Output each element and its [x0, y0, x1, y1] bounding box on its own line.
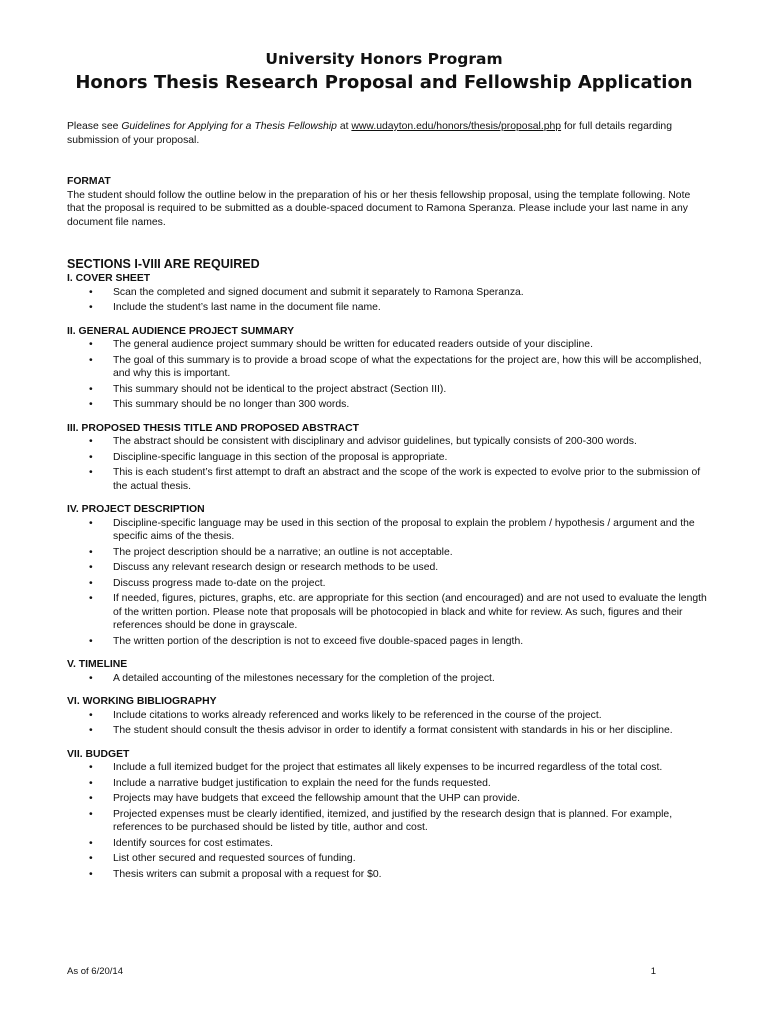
bullet-list — [67, 338, 707, 412]
bullet-icon: • — [89, 793, 93, 804]
bullet-icon: • — [89, 577, 93, 589]
bullet-icon: • — [89, 837, 93, 849]
list-item-text: Projected expenses must be clearly identified, itemized, and justified by the research design that is planned. For example, references to be purchased should be listed by title, author and cost. — [113, 808, 673, 833]
bullet-icon: • — [89, 383, 93, 395]
bullet-list — [67, 709, 707, 738]
bullet-icon: • — [89, 436, 93, 447]
bullet-icon: • — [89, 399, 93, 410]
program-heading: University Honors Program — [265, 50, 503, 68]
list-item — [67, 672, 707, 686]
page-number: 1 — [650, 966, 656, 977]
section-heading: I. COVER SHEET — [67, 273, 151, 284]
bullet-icon: • — [89, 546, 93, 558]
bullet-list — [67, 761, 707, 881]
list-item-text: Scan the completed and signed document and submit it separately to Ramona Speranza. — [113, 286, 524, 298]
list-item-text: Identify sources for cost estimates. — [113, 837, 273, 849]
format-heading: FORMAT — [67, 176, 111, 187]
intro-prefix: Please see — [67, 121, 122, 132]
list-item — [67, 466, 707, 493]
bullet-icon: • — [89, 354, 93, 366]
list-item-text: The abstract should be consistent with disciplinary and advisor guidelines, but typically consists of 200-300 words. — [113, 436, 637, 447]
bullet-icon: • — [89, 868, 93, 880]
list-item — [67, 868, 707, 882]
bullet-icon: • — [89, 672, 93, 684]
list-item — [67, 435, 707, 449]
list-item-text: Include a full itemized budget for the project that estimates all likely expenses to be incurred regardless of the total cost. — [113, 762, 663, 773]
section-block — [67, 748, 707, 882]
guidelines-title: Guidelines for Applying for a Thesis Fellowship — [121, 121, 337, 132]
list-item-text: The project description should be a narrative; an outline is not acceptable. — [113, 546, 453, 558]
bullet-list — [67, 435, 707, 493]
section-heading: VI. WORKING BIBLIOGRAPHY — [67, 696, 217, 707]
list-item — [67, 724, 707, 738]
list-item-text: Discuss progress made to-date on the project. — [113, 577, 326, 589]
list-item — [67, 398, 707, 412]
list-item — [67, 635, 707, 649]
list-item-text: The student should consult the thesis advisor in order to identify a format consistent with standards in his or her discipline. — [113, 725, 673, 736]
list-item-text: This is each student’s first attempt to draft an abstract and the scope of the work is expected to evolve prior to the submission of the actual thesis. — [113, 467, 701, 492]
list-item — [67, 761, 707, 775]
list-item — [67, 808, 707, 835]
bullet-list — [67, 286, 707, 315]
list-item-text: A detailed accounting of the milestones necessary for the completion of the project. — [113, 672, 495, 684]
list-item — [67, 709, 707, 723]
bullet-icon: • — [89, 853, 93, 864]
list-item-text: The goal of this summary is to provide a broad scope of what the expectations for the project are, how this will be accomplished, and why this is important. — [113, 354, 702, 379]
list-item-text: Include the student’s last name in the document file name. — [113, 302, 381, 313]
document-title: Honors Thesis Research Proposal and Fellowship Application — [75, 72, 693, 93]
list-item-text: The written portion of the description is not to exceed five double-spaced pages in length. — [113, 635, 524, 647]
list-item — [67, 383, 707, 397]
list-item — [67, 837, 707, 851]
section-block — [67, 695, 707, 738]
bullet-icon: • — [89, 562, 93, 573]
list-item — [67, 301, 707, 315]
section-block — [67, 658, 707, 685]
bullet-icon: • — [89, 286, 93, 298]
list-item — [67, 592, 707, 633]
list-item-text: Include citations to works already referenced and works likely to be referenced in the course of the project. — [113, 709, 602, 721]
document-body — [67, 120, 707, 891]
list-item — [67, 517, 707, 544]
list-item-text: Projects may have budgets that exceed the fellowship amount that the UHP can provide. — [113, 793, 521, 804]
bullet-icon: • — [89, 709, 93, 721]
bullet-icon: • — [89, 467, 93, 478]
footer-date: As of 6/20/14 — [67, 966, 123, 977]
proposal-link[interactable]: www.udayton.edu/honors/thesis/proposal.php — [351, 121, 562, 132]
intro-paragraph — [67, 120, 707, 147]
bullet-icon: • — [89, 808, 93, 820]
intro-suffix: for full details regarding submission of your proposal. — [67, 121, 672, 146]
list-item — [67, 338, 707, 352]
section-block — [67, 272, 707, 315]
section-heading: V. TIMELINE — [67, 659, 128, 670]
list-item-text: Discuss any relevant research design or research methods to be used. — [113, 562, 439, 573]
section-heading: III. PROPOSED THESIS TITLE AND PROPOSED ABSTRACT — [67, 422, 359, 434]
list-item — [67, 852, 707, 866]
list-item-text: This summary should be no longer than 300 words. — [113, 399, 350, 410]
list-item-text: The general audience project summary should be written for educated readers outside of your discipline. — [113, 339, 593, 350]
section-heading: II. GENERAL AUDIENCE PROJECT SUMMARY — [67, 325, 295, 337]
bullet-icon: • — [89, 777, 93, 789]
list-item — [67, 546, 707, 560]
list-item — [67, 354, 707, 381]
list-item — [67, 777, 707, 791]
bullet-icon: • — [89, 635, 93, 647]
section-heading: IV. PROJECT DESCRIPTION — [67, 504, 205, 515]
list-item-text: This summary should not be identical to the project abstract (Section III). — [113, 383, 447, 395]
bullet-icon: • — [89, 339, 93, 350]
sections-list — [67, 272, 707, 881]
required-sections-heading: SECTIONS I-VIII ARE REQUIRED — [67, 257, 260, 271]
list-item — [67, 561, 707, 575]
list-item-text: List other secured and requested sources of funding. — [113, 853, 356, 864]
bullet-icon: • — [89, 725, 93, 736]
list-item-text: Include a narrative budget justification to explain the need for the funds requested. — [113, 777, 491, 789]
bullet-icon: • — [89, 517, 93, 529]
list-item-text: Thesis writers can submit a proposal with a request for $0. — [113, 868, 382, 880]
list-item — [67, 451, 707, 465]
list-item — [67, 577, 707, 591]
list-item — [67, 792, 707, 806]
intro-at: at — [336, 121, 352, 132]
section-heading: VII. BUDGET — [67, 748, 130, 760]
list-item-text: Discipline-specific language may be used in this section of the proposal to explain the problem / hypothesis / argument and the specific aims of the thesis. — [113, 517, 695, 542]
list-item-text: If needed, figures, pictures, graphs, etc. are appropriate for this section (and encouraged) and are not used to evaluate the length of the written portion. Please note that proposals will be photocopied in black and white for review. As such, figures and their references should be done in grayscale. — [113, 593, 707, 631]
bullet-icon: • — [89, 762, 93, 773]
section-block — [67, 422, 707, 494]
bullet-icon: • — [89, 302, 93, 313]
bullet-icon: • — [89, 451, 93, 463]
list-item-text: Discipline-specific language in this section of the proposal is appropriate. — [113, 451, 448, 463]
section-block — [67, 503, 707, 648]
bullet-list — [67, 672, 707, 686]
bullet-icon: • — [89, 593, 93, 604]
section-block — [67, 325, 707, 412]
bullet-list — [67, 517, 707, 649]
format-body: The student should follow the outline below in the preparation of his or her thesis fellowship proposal, using the template following. Note that the proposal is required to be submitted as a double-spaced document to Ramona Speranza. Please include your last name in any document file names. — [67, 189, 691, 228]
list-item — [67, 286, 707, 300]
